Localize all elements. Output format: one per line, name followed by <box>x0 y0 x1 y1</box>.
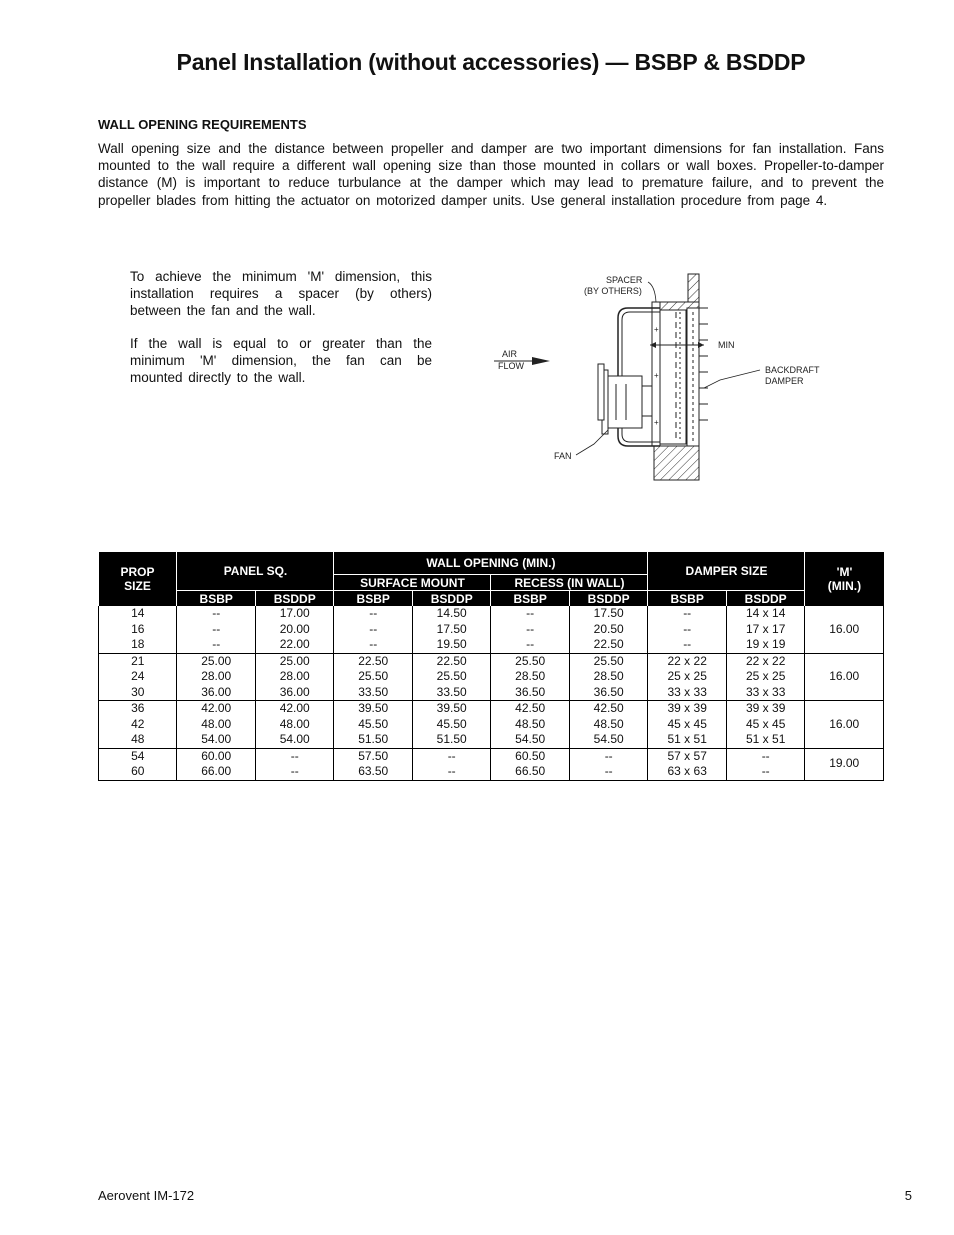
panel-bsddp-cell: 17.00 20.00 22.00 <box>255 606 334 653</box>
recess-bsbp-cell: 25.50 28.50 36.50 <box>491 653 569 701</box>
recess-bsddp-header: BSDDP <box>569 591 648 607</box>
recess-bsbp-header: BSBP <box>491 591 569 607</box>
surface-bsddp-cell: -- -- <box>412 748 490 780</box>
recess-bsbp-cell: -- -- -- <box>491 606 569 653</box>
damper-bsbp-cell: 22 x 22 25 x 25 33 x 33 <box>648 653 726 701</box>
damper-bsddp-cell: 39 x 39 45 x 45 51 x 51 <box>726 701 805 749</box>
prop-size-cell: 54 60 <box>99 748 177 780</box>
spacer-label-line1: SPACER <box>606 275 643 285</box>
backdraft-damper <box>687 308 708 446</box>
surface-bsbp-cell: 22.50 25.50 33.50 <box>334 653 412 701</box>
m-min-cell: 19.00 <box>805 748 884 780</box>
spacer-note: To achieve the minimum 'M' dimension, this installation requires a spacer (by others) between the fan and the wall. <box>130 269 432 318</box>
panel-bsbp-cell: 42.00 48.00 54.00 <box>177 701 255 749</box>
air-flow-label-line2: FLOW <box>498 361 524 371</box>
dimensions-table <box>98 552 884 781</box>
recess-bsddp-cell: 17.50 20.50 22.50 <box>569 606 648 653</box>
damper-bsddp-cell: 14 x 14 17 x 17 19 x 19 <box>726 606 805 653</box>
footer-document-id: Aerovent IM-172 <box>98 1188 195 1203</box>
recess-bsddp-cell: 25.50 28.50 36.50 <box>569 653 648 701</box>
prop-size-cell: 36 42 48 <box>99 701 177 749</box>
surface-bsddp-cell: 22.50 25.50 33.50 <box>412 653 490 701</box>
direct-mount-note: If the wall is equal to or greater than the minimum 'M' dimension, the fan can be mounted directly to the wall. <box>130 336 432 385</box>
panel-bsddp-cell: 42.00 48.00 54.00 <box>255 701 334 749</box>
table-row <box>99 701 884 749</box>
surface-bsddp-header: BSDDP <box>412 591 490 607</box>
prop-size-header: PROP SIZE <box>99 552 177 606</box>
surface-bsbp-cell: -- -- -- <box>334 606 412 653</box>
panel-bsbp-cell: 25.00 28.00 36.00 <box>177 653 255 701</box>
panel-bsbp-cell: -- -- -- <box>177 606 255 653</box>
svg-text:+: + <box>654 371 659 380</box>
svg-text:+: + <box>654 418 659 427</box>
panel-sq-header: PANEL SQ. <box>177 552 334 591</box>
fan-motor-icon <box>598 364 652 434</box>
damper-bsddp-header: BSDDP <box>726 591 805 607</box>
panel-bsddp-header: BSDDP <box>255 591 334 607</box>
prop-size-cell: 21 24 30 <box>99 653 177 701</box>
m-min-cell: 16.00 <box>805 606 884 653</box>
surface-bsddp-cell: 14.50 17.50 19.50 <box>412 606 490 653</box>
panel-bsddp-cell: 25.00 28.00 36.00 <box>255 653 334 701</box>
recess-bsddp-cell: 42.50 48.50 54.50 <box>569 701 648 749</box>
surface-bsbp-header: BSBP <box>334 591 412 607</box>
wall-opening-header: WALL OPENING (MIN.) <box>334 552 648 575</box>
section-heading: WALL OPENING REQUIREMENTS <box>98 117 307 132</box>
panel-bsbp-cell: 60.00 66.00 <box>177 748 255 780</box>
min-label: MIN <box>718 340 735 350</box>
installation-diagram <box>490 268 840 488</box>
surface-bsbp-cell: 39.50 45.50 51.50 <box>334 701 412 749</box>
damper-bsbp-cell: -- -- -- <box>648 606 726 653</box>
fan-label: FAN <box>554 451 572 461</box>
intro-paragraph: Wall opening size and the distance between propeller and damper are two important dimensions for fan installation. Fans mounted to the wall require a different wall opening size than those mounted in collars or wall boxes. Propeller-to-damper distance (M) is important to reduce turbulance at the damper which may lead to premature failure, and to prevent the propeller blades from hitting the actuator on motorized damper units. Use general installation procedure from page 4. <box>98 141 884 208</box>
footer-page-number: 5 <box>904 1188 912 1203</box>
damper-bsddp-cell: 22 x 22 25 x 25 33 x 33 <box>726 653 805 701</box>
damper-bsbp-cell: 57 x 57 63 x 63 <box>648 748 726 780</box>
page-title: Panel Installation (without accessories) — BSBP & BSDDP <box>176 49 806 75</box>
table-row <box>99 606 884 653</box>
panel-bsbp-header: BSBP <box>177 591 255 607</box>
recess-header: RECESS (IN WALL) <box>491 575 648 591</box>
svg-text:+: + <box>654 325 659 334</box>
backdraft-label-line2: DAMPER <box>765 376 804 386</box>
recess-bsbp-cell: 60.50 66.50 <box>491 748 569 780</box>
backdraft-label-line1: BACKDRAFT <box>765 365 820 375</box>
damper-bsddp-cell: -- -- <box>726 748 805 780</box>
panel-bsddp-cell: -- -- <box>255 748 334 780</box>
damper-size-header: DAMPER SIZE <box>648 552 805 591</box>
surface-bsddp-cell: 39.50 45.50 51.50 <box>412 701 490 749</box>
air-flow-label-line1: AIR <box>502 349 518 359</box>
m-min-cell: 16.00 <box>805 701 884 749</box>
m-min-header: 'M' (MIN.) <box>805 552 884 606</box>
damper-bsbp-cell: 39 x 39 45 x 45 51 x 51 <box>648 701 726 749</box>
prop-size-cell: 14 16 18 <box>99 606 177 653</box>
table-row <box>99 653 884 701</box>
m-min-cell: 16.00 <box>805 653 884 701</box>
damper-bsbp-header: BSBP <box>648 591 726 607</box>
table-row <box>99 748 884 780</box>
recess-bsddp-cell: -- -- <box>569 748 648 780</box>
surface-bsbp-cell: 57.50 63.50 <box>334 748 412 780</box>
spacer-label-line2: (BY OTHERS) <box>584 286 642 296</box>
surface-mount-header: SURFACE MOUNT <box>334 575 491 591</box>
table-body <box>99 606 884 780</box>
wall-lower <box>654 446 699 480</box>
recess-bsbp-cell: 42.50 48.50 54.50 <box>491 701 569 749</box>
